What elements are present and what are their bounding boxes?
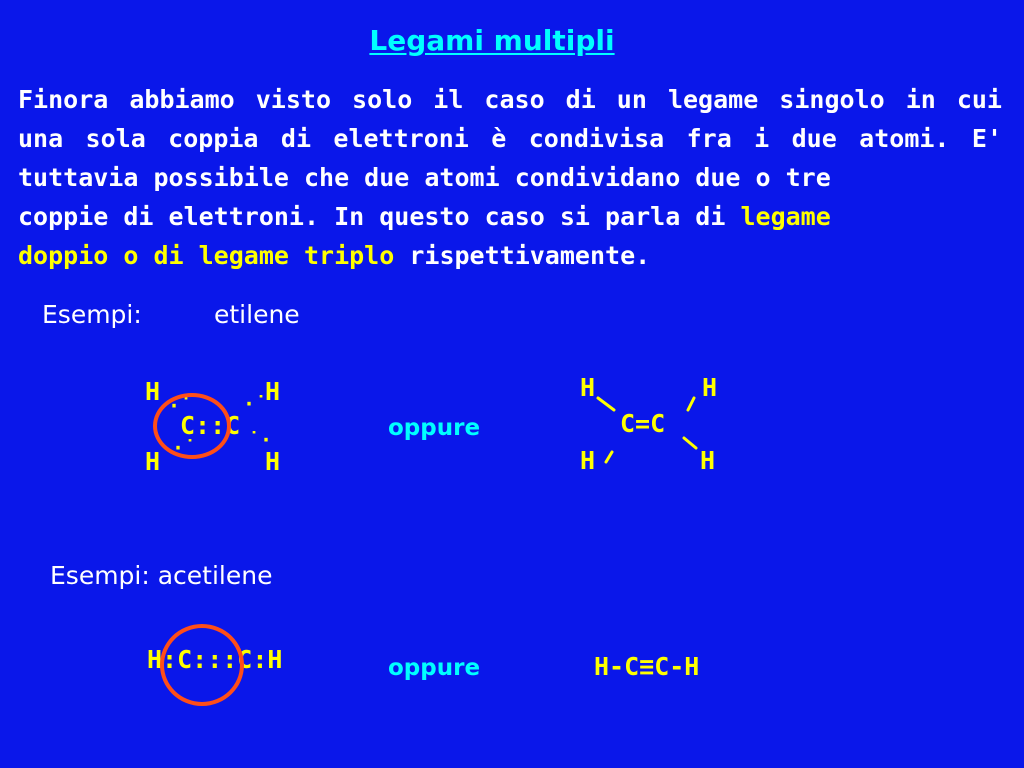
page-title-text: Legami multipli bbox=[369, 24, 615, 57]
ethylene-struct-h-top-right: H bbox=[702, 373, 718, 402]
ethylene-lewis-h-top-right: H bbox=[265, 377, 281, 406]
acetylene-label: Esempi: acetilene bbox=[50, 561, 273, 590]
bond-top-left bbox=[598, 398, 614, 410]
acetylene-structural: H-C≡C-H bbox=[594, 652, 700, 681]
ethylene-label-prefix: Esempi: bbox=[42, 300, 142, 329]
ethylene-lewis-center: C::C bbox=[180, 411, 241, 440]
highlight-ring-acetylene bbox=[160, 624, 244, 706]
ethylene-struct-h-bottom-left: H bbox=[580, 446, 596, 475]
ethylene-oppure: oppure bbox=[388, 415, 481, 441]
bond-bottom-right bbox=[684, 438, 696, 448]
acetylene-lewis: H:C:::C:H bbox=[147, 645, 283, 674]
paragraph-line-3: tuttavia possibile che due atomi condividano due o tre bbox=[18, 163, 831, 192]
highlight-legame: legame bbox=[740, 202, 831, 231]
acetylene-oppure: oppure bbox=[388, 655, 481, 681]
electron-pair-bottom-left: ·˙ bbox=[172, 436, 197, 460]
electron-pair-top-right: ·˙ bbox=[243, 392, 268, 416]
bond-top-right bbox=[688, 398, 694, 410]
paragraph-line-4-text: coppie di elettroni. In questo caso si parla di bbox=[18, 202, 741, 231]
paragraph-line-1: Finora abbiamo visto solo il caso di un legame singolo in cui bbox=[18, 85, 1002, 114]
paragraph-line-5-text: rispettivamente. bbox=[394, 241, 651, 270]
bond-bottom-left bbox=[606, 452, 612, 462]
highlight-doppio-triplo: doppio o di legame triplo bbox=[18, 241, 395, 270]
ethylene-struct-center: C=C bbox=[620, 409, 666, 438]
ethylene-lewis-h-bottom-left: H bbox=[145, 447, 161, 476]
ethylene-lewis-h-top-left: H bbox=[145, 377, 161, 406]
paragraph-line-2: una sola coppia di elettroni è condivisa fra i due atomi. E' bbox=[18, 124, 1002, 153]
ethylene-struct-h-top-left: H bbox=[580, 373, 596, 402]
electron-pair-top-left: ·˙ bbox=[168, 394, 193, 418]
ethylene-label-name: etilene bbox=[214, 300, 300, 329]
ethylene-struct-h-bottom-right: H bbox=[700, 446, 716, 475]
ethylene-lewis-h-bottom-right: H bbox=[265, 447, 281, 476]
electron-pair-bottom-right: ˙· bbox=[248, 428, 273, 452]
